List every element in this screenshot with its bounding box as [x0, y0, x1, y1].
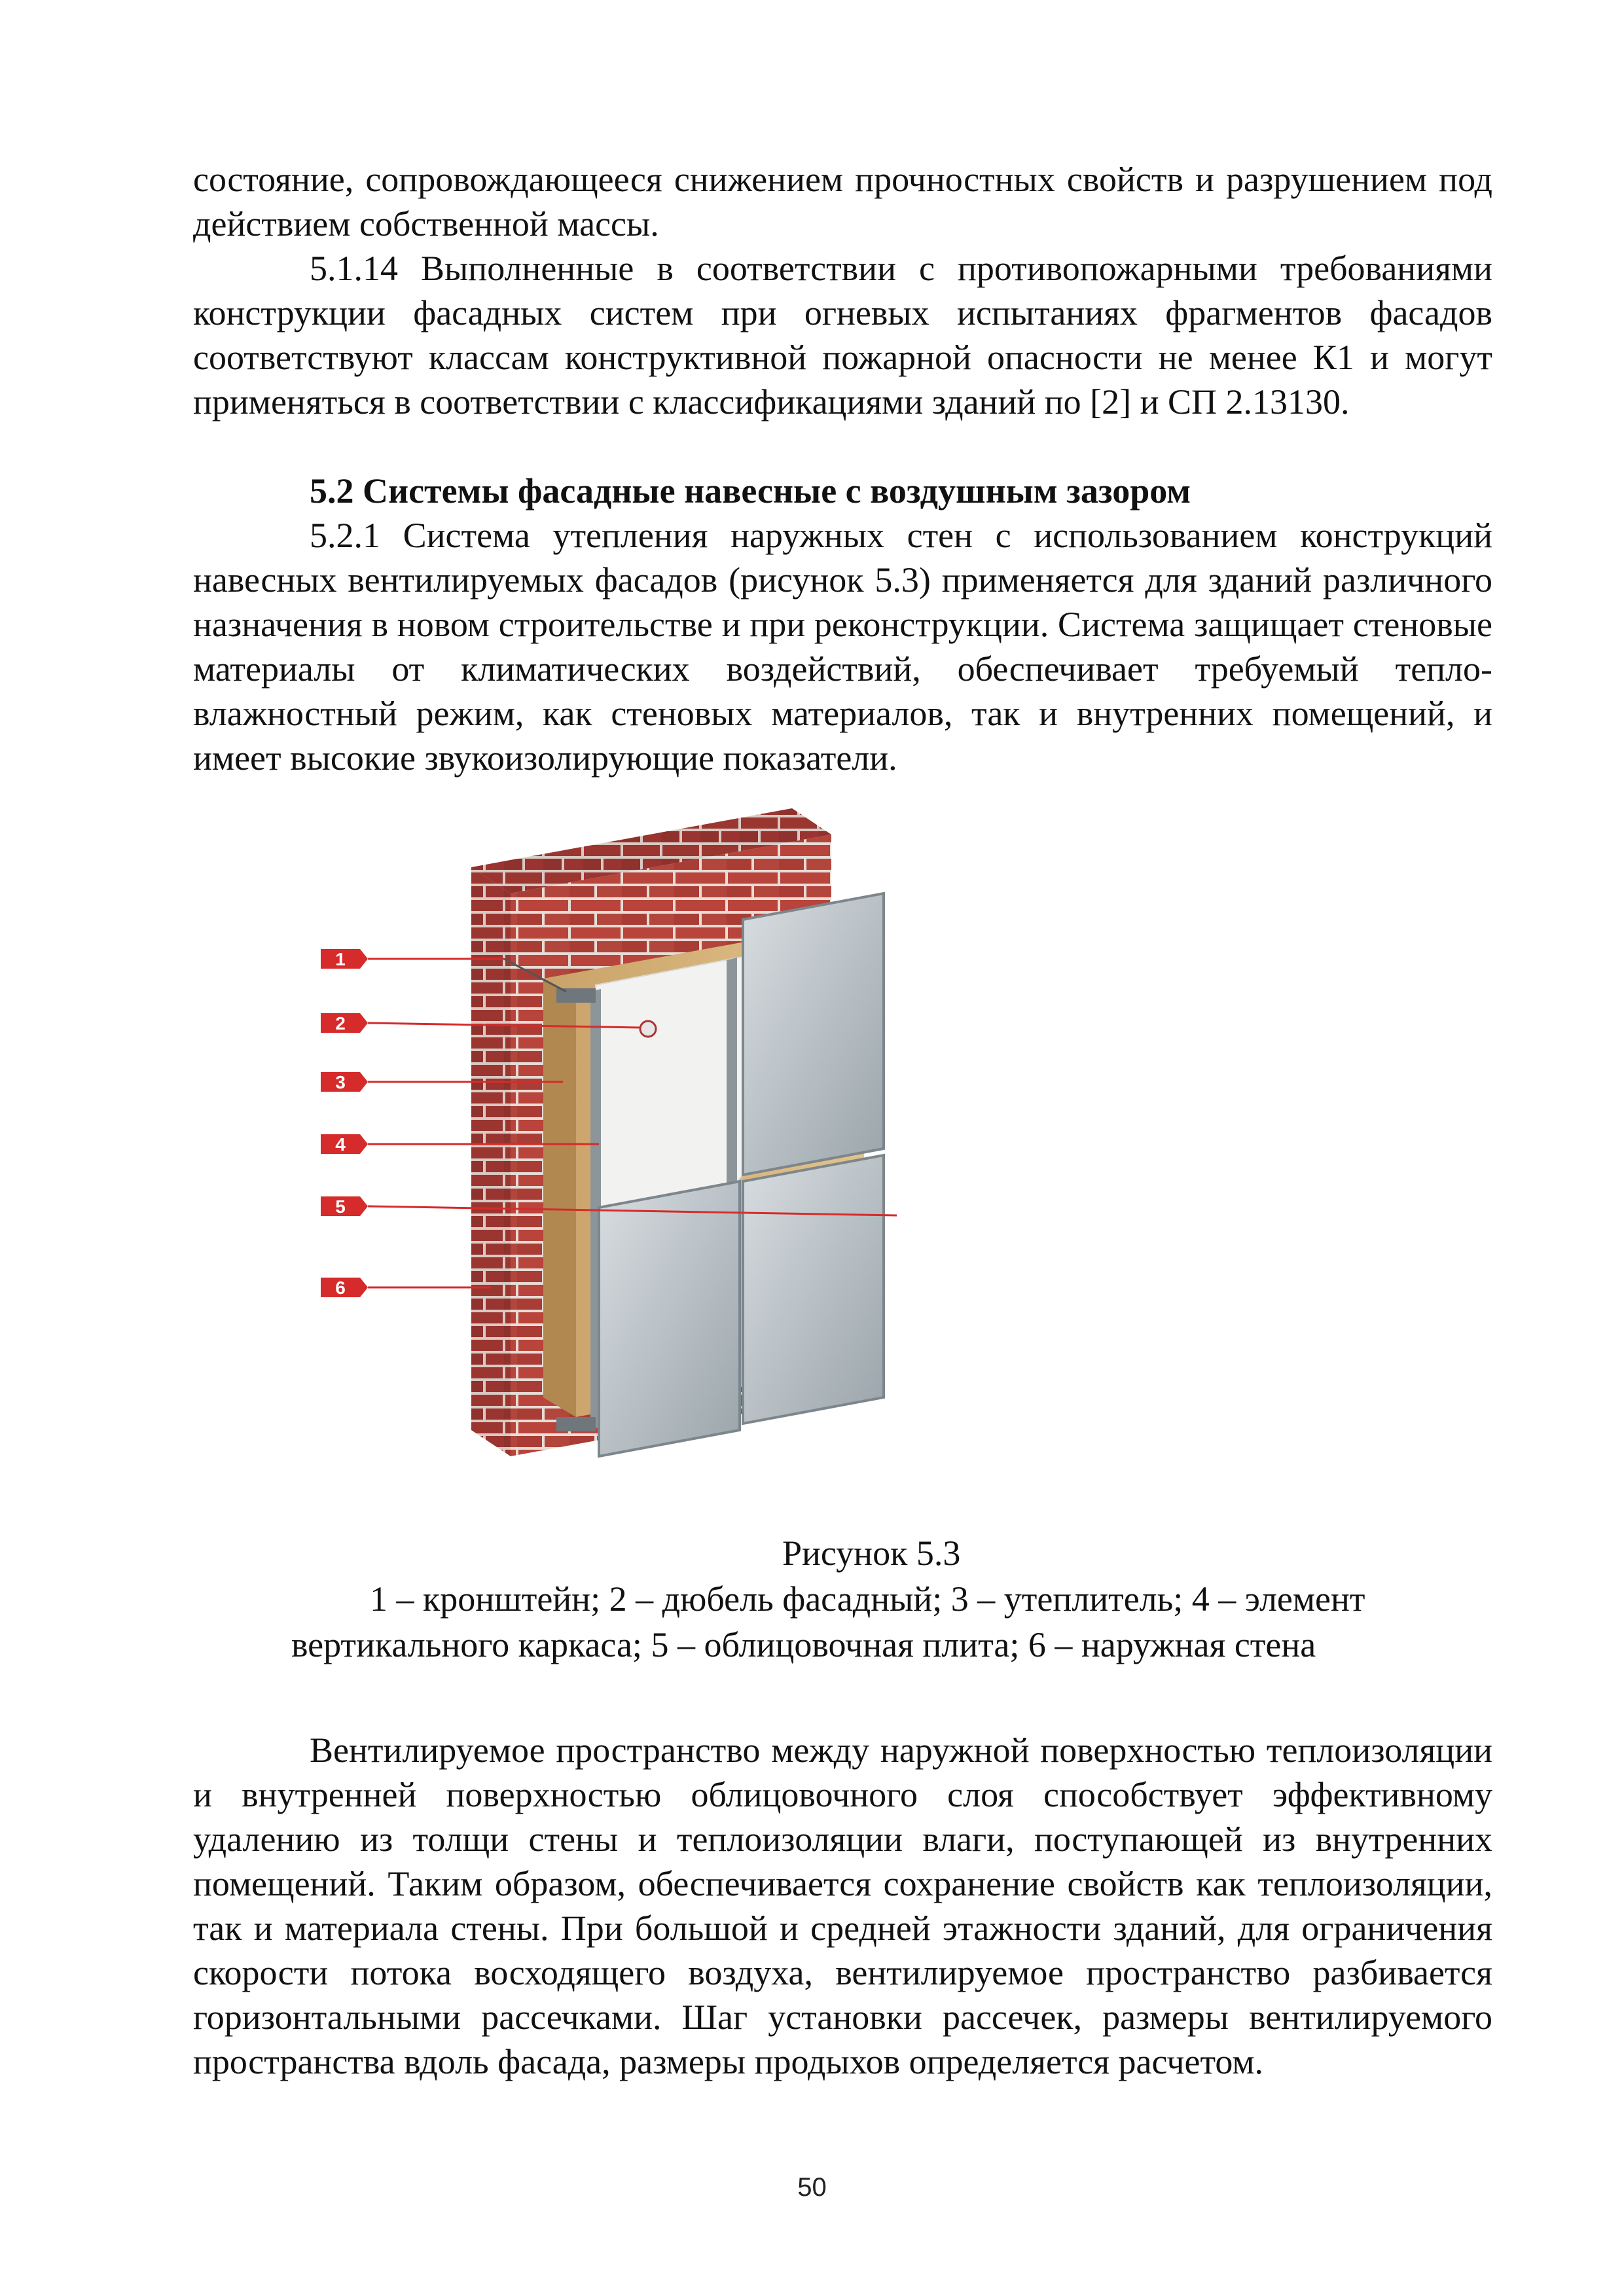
paragraph-continuation: состояние, сопровождающееся снижением прочностных свойств и разрушением под действием собственной массы. — [193, 160, 1492, 243]
callout-label-4: 4 — [335, 1134, 346, 1155]
facade-dowel — [640, 1021, 656, 1037]
paragraph-5-2-1: 5.2.1 Система утепления наружных стен с использованием конструкций навесных вентилируемых фасадов (рисунок 5.3) применяется для зданий различного назначения в новом строительстве и при реконструкции. Система защищает стеновые материалы от климатических воздействий, обеспечивает требуемый тепло-влажностный режим, как стеновых материалов, так и внутренних помещений, и имеет высокие звукоизолирующие показатели. — [193, 516, 1492, 778]
cladding-panel-top-right — [743, 893, 884, 1175]
ventilated-facade-figure — [308, 789, 1015, 1518]
paragraph-5-1-14: 5.1.14 Выполненные в соответствии с противопожарными требованиями конструкции фасадных систем при огневых испытаниях фрагментов фасадов соответствуют классам конструктивной пожарной опасности не менее К1 и могут применяться в соответствии с классификациями зданий по [2] и СП 2.13130. — [193, 249, 1492, 422]
brick-wall-side — [471, 867, 511, 1456]
figure-caption-line-2: вертикального каркаса; 5 – облицовочная плита; 6 – наружная стена — [291, 1625, 1316, 1664]
callout-label-3: 3 — [335, 1072, 346, 1092]
callout-label-1: 1 — [335, 949, 346, 969]
figure-caption-title: Рисунок 5.3 — [782, 1534, 961, 1573]
page-number: 50 — [797, 2173, 827, 2202]
callout-6 — [321, 1278, 491, 1298]
figure-caption-line-1: 1 – кронштейн; 2 – дюбель фасадный; 3 – утеплитель; 4 – элемент — [370, 1579, 1365, 1619]
callout-label-5: 5 — [335, 1196, 346, 1217]
cladding-panel-bottom-right — [743, 1155, 884, 1424]
section-heading-5-2: 5.2 Системы фасадные навесные с воздушным зазором — [310, 471, 1191, 511]
callout-label-2: 2 — [335, 1013, 346, 1033]
cladding-panel-bottom-left — [599, 1181, 740, 1456]
bracket-bottom — [556, 1417, 596, 1431]
paragraph-ventilated-space: Вентилируемое пространство между наружной поверхностью теплоизоляции и внутренней поверхностью облицовочного слоя способствует эффективному удалению из толщи стены и теплоизоляции влаги, поступающей из внутренних помещений. Таким образом, обеспечивается сохранение свойств как теплоизоляции, так и материала стены. При большой и средней этажности зданий, для ограничения скорости потока восходящего воздуха, вентилируемое пространство разбивается горизонтальными рассечками. Шаг установки рассечек, размеры вентилируемого пространства вдоль фасада, размеры продыхов определяется расчетом. — [193, 1731, 1492, 2081]
callout-label-6: 6 — [335, 1278, 346, 1298]
insulation-side — [543, 978, 576, 1417]
